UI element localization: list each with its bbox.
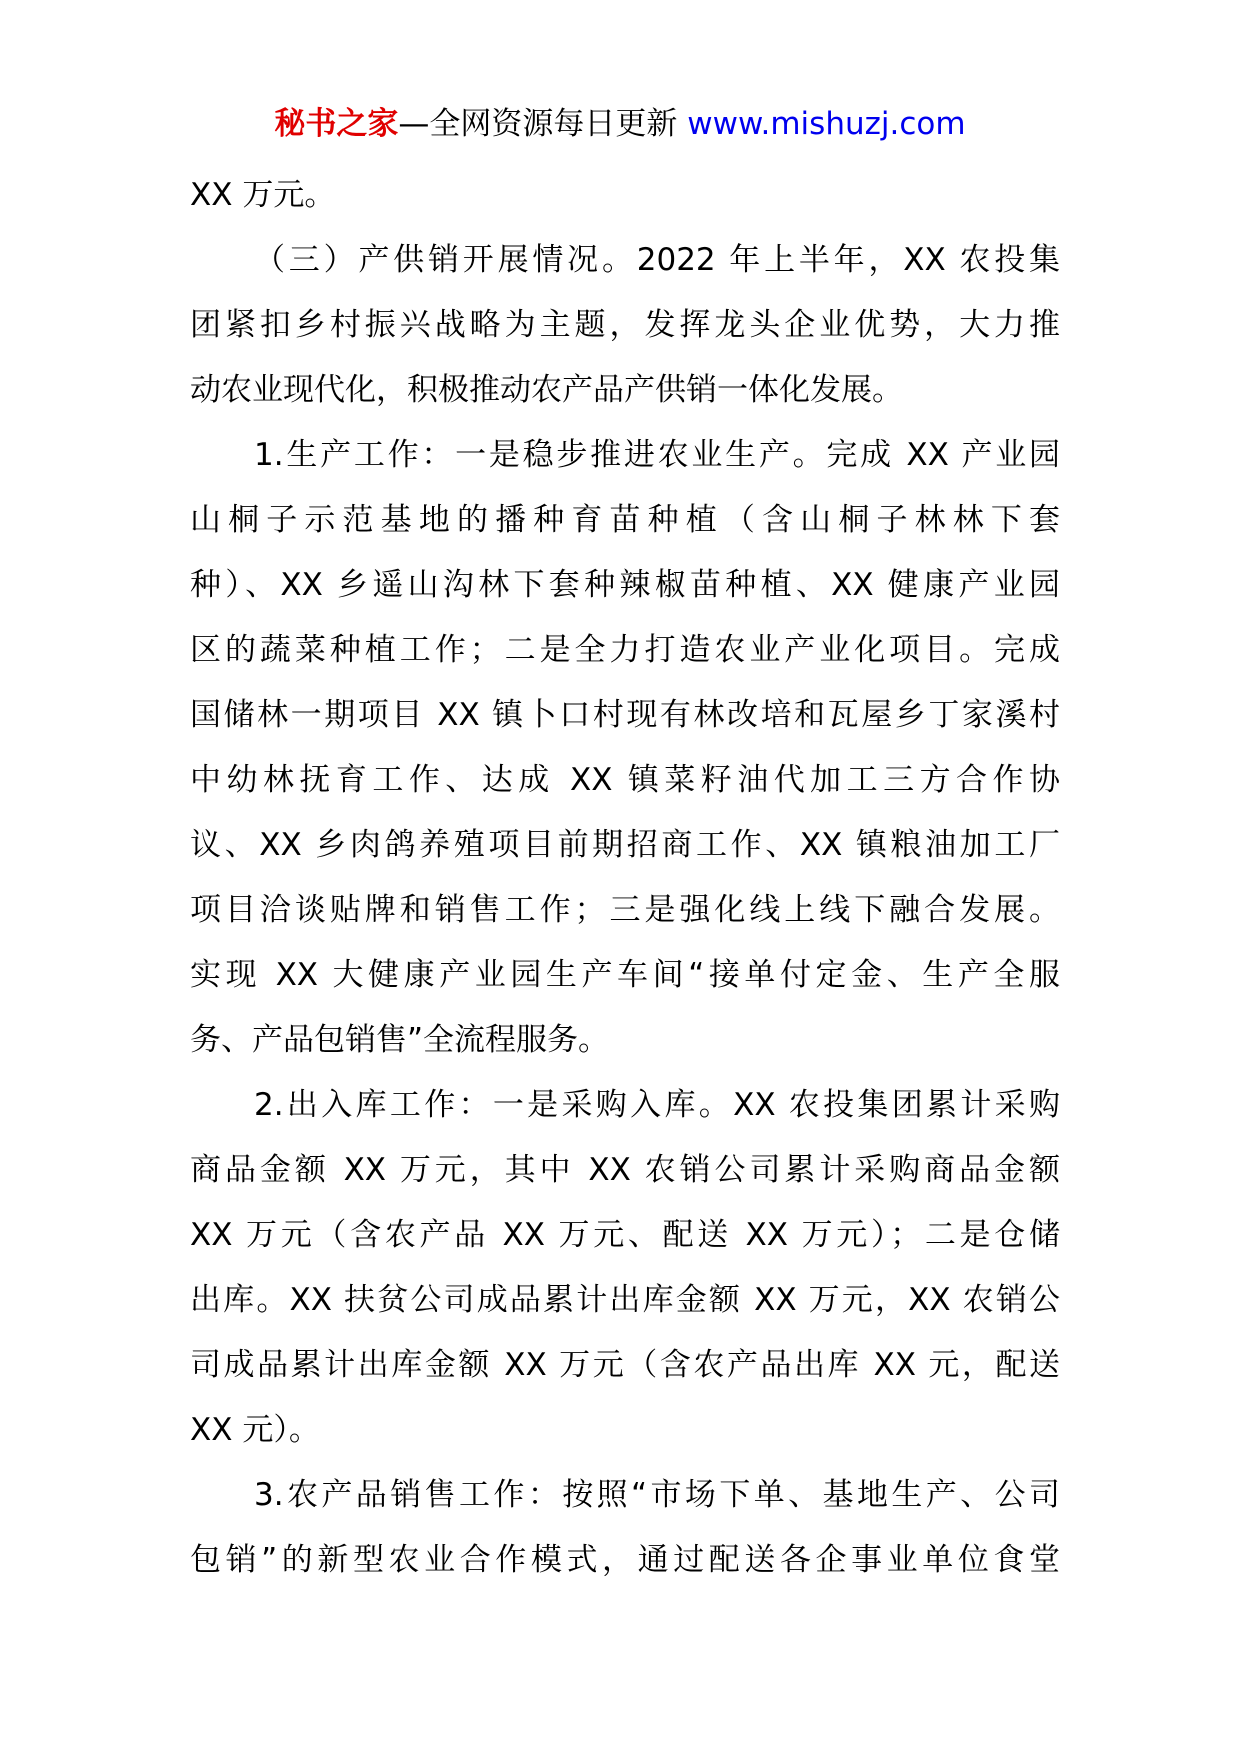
text-line: 实现 XX 大健康产业园生产车间“接单付定金、生产全服 (190, 957, 1060, 993)
item-heading-line: 2.出入库工作：一是采购入库。XX 农投集团累计采购 (254, 1087, 1060, 1123)
item-heading-line: 3.农产品销售工作：按照“市场下单、基地生产、公司 (254, 1477, 1060, 1513)
text-line: 区的蔬菜种植工作；二是全力打造农业产业化项目。完成 (190, 632, 1060, 668)
text-line: 动农业现代化，积极推动农产品产供销一体化发展。 (190, 372, 903, 408)
section-heading-line: （三）产供销开展情况。2022 年上半年，XX 农投集 (254, 242, 1060, 278)
site-tagline: —全网资源每日更新 (398, 106, 688, 142)
text-line: 团紧扣乡村振兴战略为主题，发挥龙头企业优势，大力推 (190, 307, 1060, 343)
text-line: XX 万元（含农产品 XX 万元、配送 XX 万元）；二是仓储 (190, 1217, 1060, 1253)
text-line: 包销”的新型农业合作模式，通过配送各企事业单位食堂 (190, 1542, 1060, 1578)
text-line: 出库。XX 扶贫公司成品累计出库金额 XX 万元，XX 农销公 (190, 1282, 1060, 1318)
text-line: 司成品累计出库金额 XX 万元（含农产品出库 XX 元，配送 (190, 1347, 1060, 1383)
text-line: XX 万元。 (190, 177, 336, 213)
text-line: XX 元）。 (190, 1412, 320, 1448)
text-line: 山桐子示范基地的播种育苗种植（含山桐子林林下套 (190, 502, 1060, 538)
text-line: 项目洽谈贴牌和销售工作；三是强化线上线下融合发展。 (190, 892, 1060, 928)
text-line: 商品金额 XX 万元，其中 XX 农销公司累计采购商品金额 (190, 1152, 1060, 1188)
text-line: 国储林一期项目 XX 镇卜口村现有林改培和瓦屋乡丁家溪村 (190, 697, 1060, 733)
site-header (0, 104, 1240, 144)
document-body (190, 163, 1060, 1593)
item-heading-line: 1.生产工作：一是稳步推进农业生产。完成 XX 产业园 (254, 437, 1060, 473)
text-line: 种）、XX 乡遥山沟林下套种辣椒苗种植、XX 健康产业园 (190, 567, 1060, 603)
site-brand: 秘书之家 (274, 106, 399, 142)
text-line: 务、产品包销售”全流程服务。 (190, 1022, 610, 1058)
text-line: 议、XX 乡肉鸽养殖项目前期招商工作、XX 镇粮油加工厂 (190, 827, 1060, 863)
site-url-link[interactable]: www.mishuzj.com (687, 106, 966, 142)
text-line: 中幼林抚育工作、达成 XX 镇菜籽油代加工三方合作协 (190, 762, 1060, 798)
